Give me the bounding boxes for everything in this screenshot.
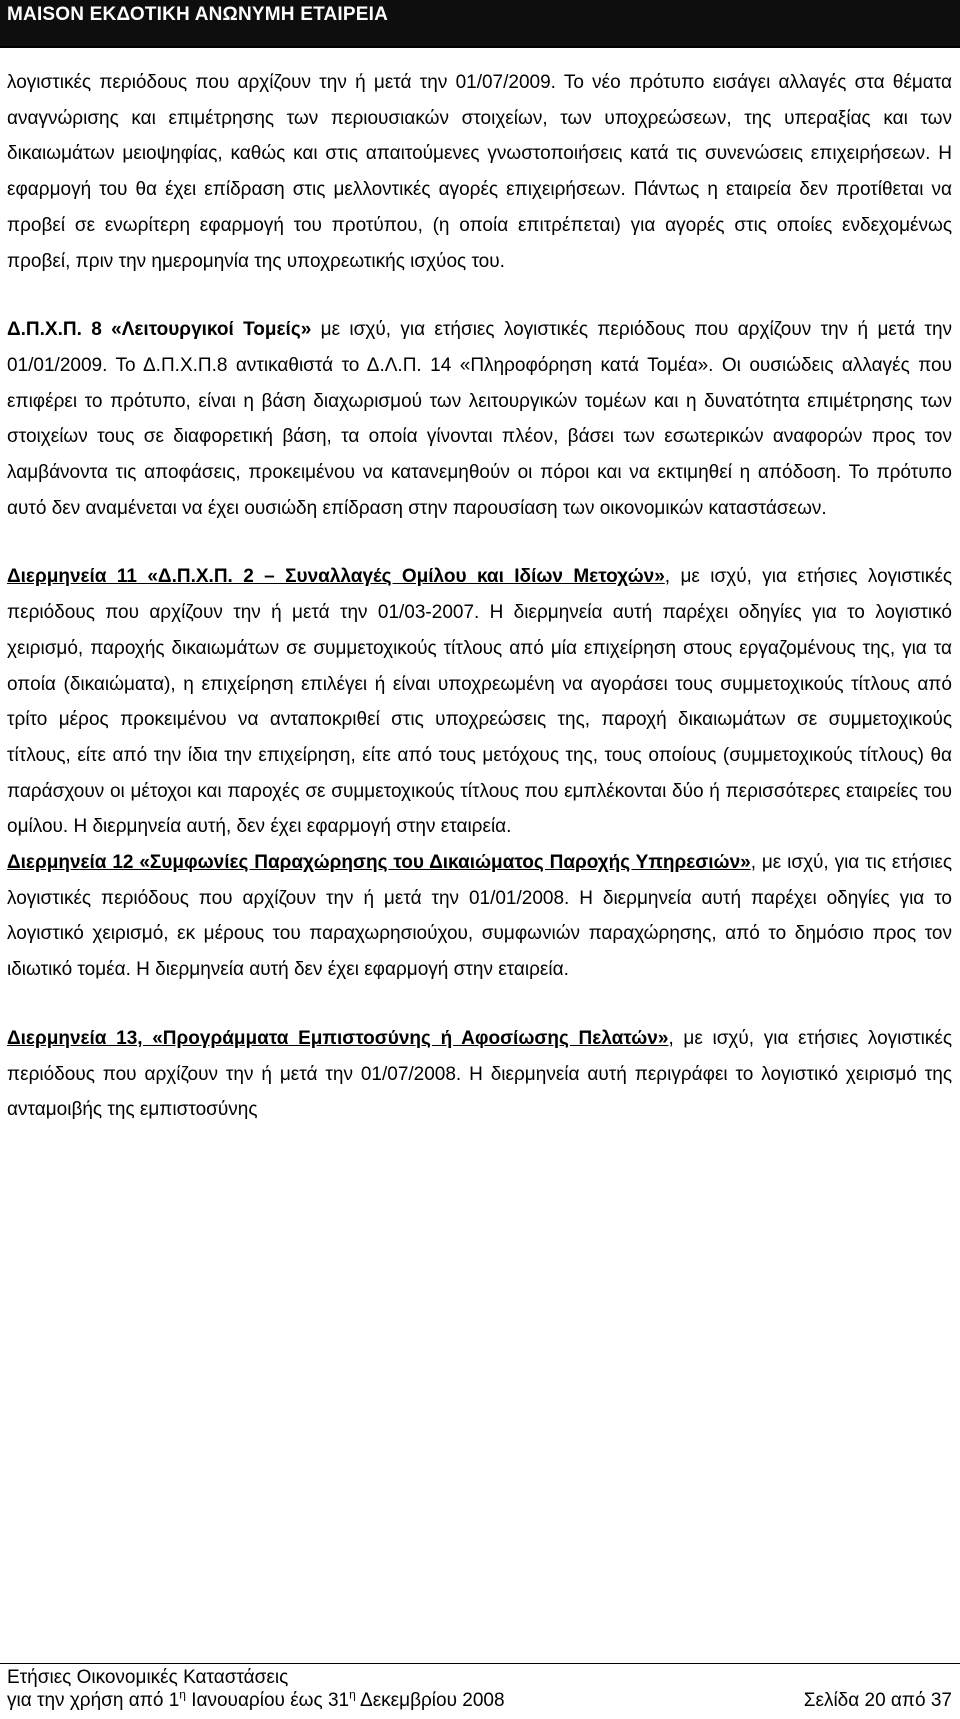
company-name: MAISON ΕΚΔΟΤΙΚΗ ΑΝΩΝΥΜΗ ΕΤΑΙΡΕΙΑ: [7, 4, 389, 25]
page-header: [0, 0, 960, 46]
page-number: Σελίδα 20 από 37: [803, 1690, 952, 1711]
header-rule: [0, 46, 960, 48]
paragraph-text: , με ισχύ, για ετήσιες λογιστικές περιόδους που αρχίζουν την ή μετά την 01/03-2007. Η διερμηνεία αυτή παρέχει οδηγίες για το λογιστικό χειρισμό, παροχής δικαιωμάτων σε συμμετοχικούς τίτλους από μία επιχείρηση στους εργαζομένους της, για τα οποία (δικαιώματα), η επιχείρηση επιλέγει ή είναι υποχρεωμένη να αγοράσει τους συμμετοχικούς τίτλους από τρίτο μέρος προκειμένου να ανταποκριθεί στις υποχρεώσεις της, παροχή δικαιωμάτων σε συμμετοχικούς τίτλους, είτε από την ίδια την επιχείρηση, είτε από τους μετόχους της, τους οποίους (συμμετοχικούς τίτλους) θα παράσχουν οι μέτοχοι και παροχές σε συμμετοχικούς τίτλους που εμπλέκονται δύο ή περισσότερες εταιρείες του ομίλου. Η διερμηνεία αυτή, δεν έχει εφαρμογή στην εταιρεία.: [7, 566, 952, 838]
footer-period-mid: Ιανουαρίου έως 31: [185, 1690, 350, 1711]
footer-period-end: Δεκεμβρίου 2008: [355, 1690, 505, 1711]
page-footer: [7, 1666, 952, 1712]
footer-title: Ετήσιες Οικονομικές Καταστάσεις: [7, 1667, 289, 1688]
footer-period-start: για την χρήση από 1: [7, 1690, 180, 1711]
paragraph-title: Διερμηνεία 13, «Προγράμματα Εμπιστοσύνης ή Αφοσίωσης Πελατών»: [7, 1027, 669, 1049]
paragraph-gap: [7, 988, 952, 1021]
footer-row: [7, 1689, 952, 1712]
paragraph-title: Διερμηνεία 12 «Συμφωνίες Παραχώρησης του Δικαιώματος Παροχής Υπηρεσιών»: [7, 852, 751, 874]
footer-superscript: η: [349, 1687, 356, 1702]
paragraph-ifric13: [7, 1021, 952, 1128]
paragraph-text: , με ισχύ, για ετήσιες λογιστικές περιόδους που αρχίζουν την ή μετά την 01/07/2008. Η διερμηνεία αυτή περιγράφει το λογιστικό χειρισμό της ανταμοιβής της εμπιστοσύνης: [7, 1027, 952, 1121]
footer-superscript: η: [179, 1687, 186, 1702]
paragraph-text: , με ισχύ, για τις ετήσιες λογιστικές περιόδους που αρχίζουν την ή μετά την 01/01/2008. Η διερμηνεία αυτή παρέχει οδηγίες για το λογιστικό χειρισμό, εκ μέρους του παραχωρησιούχου, συμφωνιών παραχώρησης, από το δημόσιο προς τον ιδιωτικό τομέα. Η διερμηνεία αυτή δεν έχει εφαρμογή στην εταιρεία.: [7, 852, 952, 981]
paragraph-ifrs3: [7, 65, 952, 279]
paragraph-ifric11: [7, 559, 952, 845]
paragraph-ifric12: [7, 845, 952, 988]
paragraph-text: λογιστικές περιόδους που αρχίζουν την ή μετά την 01/07/2009. Το νέο πρότυπο εισάγει αλλαγές στα θέματα αναγνώρισης και επιμέτρησης των περιουσιακών στοιχείων, των υποχρεώσεων, της υπεραξίας και των δικαιωμάτων μειοψηφίας, καθώς και στις απαιτούμενες γνωστοποιήσεις κατά τις συνενώσεις επιχειρήσεων. Η εφαρμογή του θα έχει επίδραση στις μελλοντικές αγορές επιχειρήσεων. Πάντως η εταιρεία δεν προτίθεται να προβεί σε ενωρίτερη εφαρμογή του προτύπου, (η οποία επιτρέπεται) για αγορές στις οποίες ενδεχομένως προβεί, πριν την ημερομηνία της υποχρεωτικής ισχύος του.: [7, 72, 952, 272]
paragraph-ifrs8: [7, 312, 952, 526]
paragraph-gap: [7, 526, 952, 559]
paragraph-text: με ισχύ, για ετήσιες λογιστικές περιόδους που αρχίζουν την ή μετά την 01/01/2009. Το Δ.Π.Χ.Π.8 αντικαθιστά το Δ.Λ.Π. 14 «Πληροφόρηση κατά Τομέα». Οι ουσιώδεις αλλαγές που επιφέρει το πρότυπο, είναι η βάση διαχωρισμού των λειτουργικών τομέων και η δυνατότητα επιμέτρησης των στοιχείων τους σε διαφορετική βάση, τα οποία γίνονται πλέον, βάσει των εσωτερικών αναφορών προς τον λαμβάνοντα τις αποφάσεις, προκειμένου να κατανεμηθούν οι πόροι και να εκτιμηθεί η απόδοση. Το πρότυπο αυτό δεν αναμένεται να έχει ουσιώδη επίδραση στην παρουσίαση των οικονομικών καταστάσεων.: [7, 319, 953, 519]
document-body: [7, 65, 952, 1128]
paragraph-title: Διερμηνεία 11 «Δ.Π.Χ.Π. 2 – Συναλλαγές Ομίλου και Ιδίων Μετοχών»: [7, 566, 665, 588]
paragraph-title: Δ.Π.Χ.Π. 8 «Λειτουργικοί Τομείς»: [7, 319, 312, 341]
footer-period: [7, 1689, 505, 1712]
paragraph-gap: [7, 279, 952, 312]
footer-rule: [0, 1663, 960, 1664]
